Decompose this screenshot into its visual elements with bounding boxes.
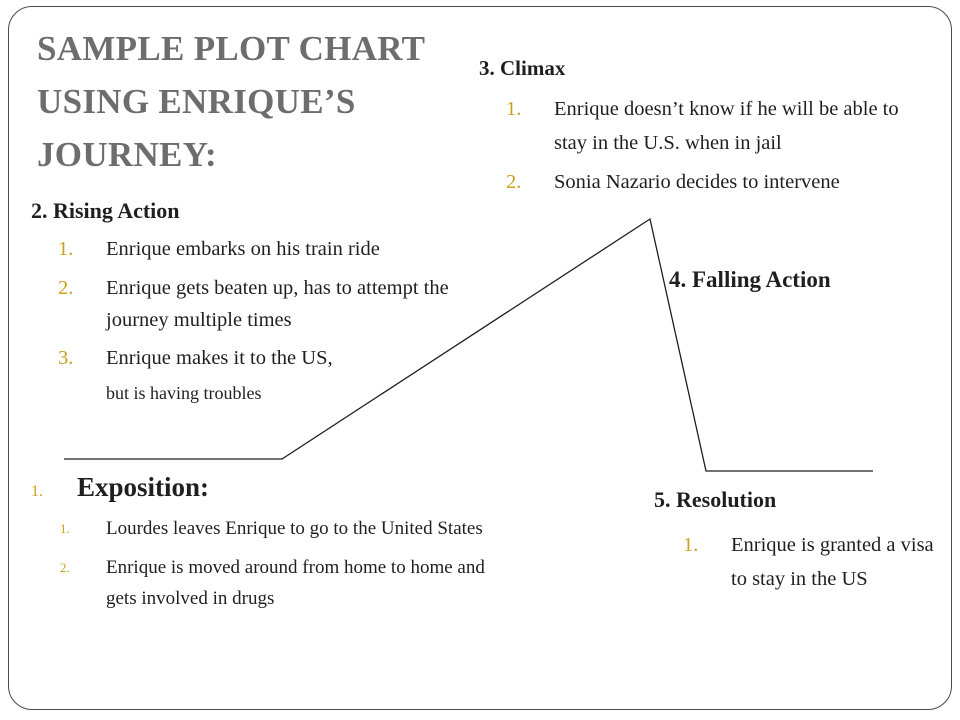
list-text: Enrique is moved around from home to home and gets involved in drugs [106,557,485,609]
list-text: Enrique makes it to the US, [106,347,333,369]
list-number: 1. [60,521,70,536]
exposition-list [60,513,500,622]
title-line-1: SAMPLE PLOT CHART [37,29,426,68]
climax-list [506,92,926,205]
exposition-heading-text: Exposition: [77,472,210,502]
climax-heading: 3. Climax [479,56,566,80]
list-item [683,528,953,596]
list-number: 1. [506,98,522,120]
list-number: 2. [60,560,70,575]
list-text: Enrique doesn’t know if he will be able to stay in the U.S. when in jail [554,98,899,154]
rising-action-continuation: but is having troubles [106,383,262,403]
list-number: 1. [58,238,74,260]
list-item [506,92,926,160]
list-item [58,342,488,375]
rising-action-heading: 2. Rising Action [31,198,180,223]
title-line-3: JOURNEY: [37,135,218,174]
list-number: 2. [506,171,522,193]
list-number: 1. [683,534,699,556]
list-text: Enrique is granted a visa to stay in the US [731,534,934,590]
list-item [60,552,500,614]
resolution-heading: 5. Resolution [654,487,777,512]
list-item [60,513,500,544]
list-number: 3. [58,347,74,369]
list-text: Enrique embarks on his train ride [106,238,380,260]
falling-action-heading: 4. Falling Action [669,267,831,292]
list-number: 2. [58,277,74,299]
list-item [58,272,488,336]
title-line-2: USING ENRIQUE’S [37,82,356,121]
list-text: Sonia Nazario decides to intervene [554,171,840,193]
list-text: Enrique gets beaten up, has to attempt the journey multiple times [106,277,449,331]
exposition-number: 1. [31,483,43,500]
rising-action-list [58,233,488,381]
list-item [506,166,926,199]
resolution-list [683,528,953,602]
list-item [58,233,488,266]
exposition-heading [31,472,209,503]
list-text: Lourdes leaves Enrique to go to the United States [106,518,483,539]
